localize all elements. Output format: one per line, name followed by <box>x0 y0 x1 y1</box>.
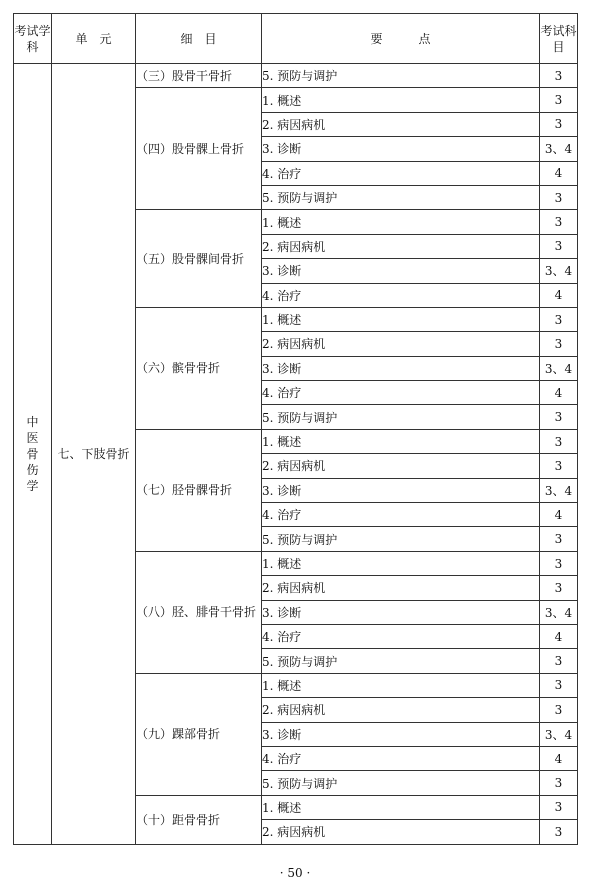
key-point: 2. 病因病机 <box>262 332 540 356</box>
exam-subject-value: 3 <box>540 185 578 209</box>
exam-subject-value: 3、4 <box>540 478 578 502</box>
table-row <box>14 64 578 88</box>
key-point: 3. 诊断 <box>262 478 540 502</box>
key-point: 1. 概述 <box>262 88 540 112</box>
header-subject: 考试学科 <box>14 14 52 64</box>
unit-name: 七、下肢骨折 <box>52 64 136 845</box>
exam-subject-value: 3 <box>540 332 578 356</box>
exam-subject-value: 3 <box>540 551 578 575</box>
exam-subject-value: 3、4 <box>540 259 578 283</box>
key-point: 1. 概述 <box>262 795 540 819</box>
header-points: 要 点 <box>262 14 540 64</box>
key-point: 2. 病因病机 <box>262 112 540 136</box>
subject-cell <box>14 64 52 845</box>
key-point: 4. 治疗 <box>262 161 540 185</box>
key-point: 2. 病因病机 <box>262 820 540 844</box>
key-point: 3. 诊断 <box>262 137 540 161</box>
detail-title: （七）胫骨髁骨折 <box>136 429 262 551</box>
key-point: 1. 概述 <box>262 673 540 697</box>
exam-subject-value: 3、4 <box>540 356 578 380</box>
exam-subject-value: 3、4 <box>540 722 578 746</box>
exam-subject-value: 3 <box>540 429 578 453</box>
page-number: · 50 · <box>279 866 311 880</box>
exam-subject-value: 3 <box>540 576 578 600</box>
exam-subject-value: 3 <box>540 820 578 844</box>
table-body <box>14 64 578 845</box>
exam-subject-value: 3 <box>540 112 578 136</box>
exam-subject-value: 3 <box>540 698 578 722</box>
header-detail: 细 目 <box>136 14 262 64</box>
key-point: 5. 预防与调护 <box>262 649 540 673</box>
key-point: 5. 预防与调护 <box>262 405 540 429</box>
exam-subject-value: 3 <box>540 64 578 88</box>
exam-subject-value: 3 <box>540 673 578 697</box>
exam-subject-value: 3 <box>540 307 578 331</box>
exam-subject-value: 4 <box>540 283 578 307</box>
key-point: 3. 诊断 <box>262 600 540 624</box>
exam-subject-value: 4 <box>540 503 578 527</box>
key-point: 5. 预防与调护 <box>262 527 540 551</box>
exam-subject-value: 4 <box>540 161 578 185</box>
exam-subject-value: 3 <box>540 210 578 234</box>
detail-title: （九）踝部骨折 <box>136 673 262 795</box>
key-point: 4. 治疗 <box>262 746 540 770</box>
key-point: 2. 病因病机 <box>262 234 540 258</box>
detail-title: （三）股骨干骨折 <box>136 64 262 88</box>
detail-title: （六）髌骨骨折 <box>136 307 262 429</box>
key-point: 4. 治疗 <box>262 381 540 405</box>
key-point: 1. 概述 <box>262 429 540 453</box>
header-exam-subject: 考试科目 <box>540 14 578 64</box>
exam-subject-value: 3 <box>540 649 578 673</box>
key-point: 3. 诊断 <box>262 356 540 380</box>
key-point: 4. 治疗 <box>262 283 540 307</box>
exam-subject-value: 4 <box>540 381 578 405</box>
detail-title: （八）胫、腓骨干骨折 <box>136 551 262 673</box>
key-point: 2. 病因病机 <box>262 576 540 600</box>
exam-subject-value: 4 <box>540 746 578 770</box>
exam-subject-value: 3 <box>540 405 578 429</box>
key-point: 3. 诊断 <box>262 259 540 283</box>
exam-subject-value: 3、4 <box>540 600 578 624</box>
exam-subject-value: 4 <box>540 624 578 648</box>
detail-title: （四）股骨髁上骨折 <box>136 88 262 210</box>
table-header <box>14 14 578 64</box>
key-point: 4. 治疗 <box>262 503 540 527</box>
key-point: 5. 预防与调护 <box>262 64 540 88</box>
key-point: 1. 概述 <box>262 551 540 575</box>
header-unit: 单 元 <box>52 14 136 64</box>
key-point: 1. 概述 <box>262 210 540 234</box>
exam-subject-value: 3 <box>540 454 578 478</box>
syllabus-table <box>13 13 578 845</box>
exam-subject-value: 3 <box>540 771 578 795</box>
key-point: 5. 预防与调护 <box>262 771 540 795</box>
key-point: 3. 诊断 <box>262 722 540 746</box>
key-point: 4. 治疗 <box>262 624 540 648</box>
exam-subject-value: 3 <box>540 795 578 819</box>
detail-title: （十）距骨骨折 <box>136 795 262 844</box>
subject-name: 中医骨伤学 <box>26 414 39 493</box>
key-point: 5. 预防与调护 <box>262 185 540 209</box>
exam-subject-value: 3、4 <box>540 137 578 161</box>
exam-subject-value: 3 <box>540 234 578 258</box>
key-point: 2. 病因病机 <box>262 698 540 722</box>
detail-title: （五）股骨髁间骨折 <box>136 210 262 308</box>
exam-subject-value: 3 <box>540 88 578 112</box>
key-point: 2. 病因病机 <box>262 454 540 478</box>
key-point: 1. 概述 <box>262 307 540 331</box>
exam-subject-value: 3 <box>540 527 578 551</box>
